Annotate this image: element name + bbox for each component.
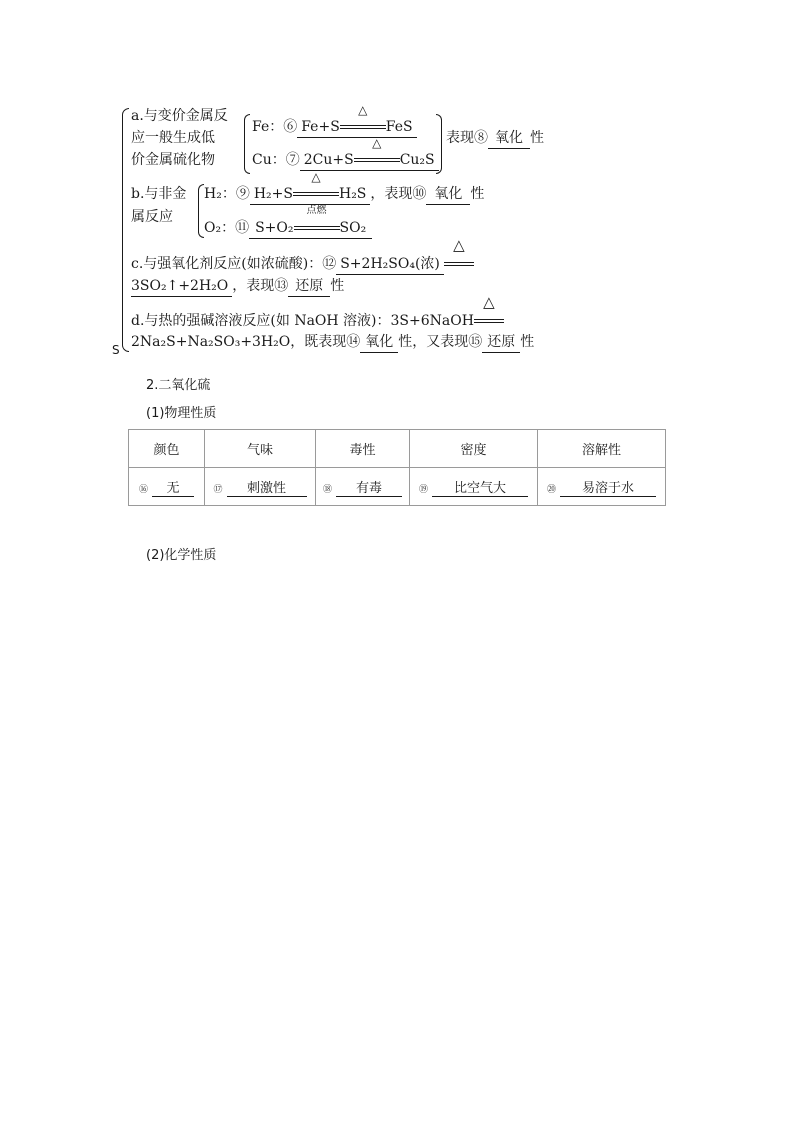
header-solubility: 溶解性	[538, 430, 666, 468]
c-behavior-suffix: 性	[330, 278, 345, 294]
cell-smell	[205, 468, 316, 506]
answer-density: 比空气大	[432, 477, 528, 497]
o2-arrow	[294, 205, 340, 238]
section2-sub2: (2)化学性质	[146, 548, 217, 563]
c-prefix: c.与强氧化剂反应(如浓硫酸)：⑫	[131, 256, 337, 272]
c-line1	[131, 236, 474, 275]
o2-answer	[249, 205, 372, 239]
d-cond: △	[483, 293, 495, 311]
h2-cond: △	[311, 170, 321, 184]
c-lhs: S+2H₂SO₄(浓)	[336, 254, 444, 275]
a-behavior	[446, 128, 544, 149]
d-arrow	[474, 293, 504, 331]
d-line2-text: 2Na₂S+Na₂SO₃+3H₂O，既表现⑭	[131, 334, 361, 350]
c-behavior-answer: 还原	[288, 276, 330, 297]
fe-prefix: Fe：⑥	[252, 119, 298, 135]
sulfur-symbol: S	[112, 343, 120, 357]
cu-answer	[300, 136, 439, 171]
a-behavior-suffix: 性	[530, 130, 544, 146]
physical-properties-table	[128, 429, 666, 506]
o2-prefix: O₂：⑪	[204, 220, 250, 236]
a-right-brace	[436, 114, 442, 174]
a-inner-brace	[244, 114, 250, 174]
a-behavior-answer: 氧化	[488, 128, 530, 149]
o2-cond: 点燃	[306, 205, 327, 216]
b-label-line1: b.与非金	[131, 186, 187, 202]
answer-color: 无	[152, 477, 194, 497]
answer-solubility: 易溶于水	[560, 477, 656, 497]
d-middle: 性，又表现⑮	[398, 334, 483, 350]
num-18: ⑱	[322, 484, 332, 495]
d-line1-text: d.与热的强碱溶液反应(如 NaOH 溶液)：3S+6NaOH	[131, 313, 474, 329]
cell-toxicity	[316, 468, 410, 506]
h2-prefix: H₂：⑨	[204, 186, 250, 202]
h2-lhs: H₂+S	[253, 186, 293, 202]
header-toxicity: 毒性	[316, 430, 410, 468]
cell-solubility	[538, 468, 666, 506]
d-line1	[131, 293, 504, 331]
c-line2	[131, 276, 344, 297]
o2-rhs: SO₂	[339, 220, 367, 236]
a-label-line1: a.与变价金属反	[131, 108, 228, 124]
h2-answer	[250, 170, 371, 205]
c-cond: △	[453, 236, 465, 254]
b-label-line2: 属反应	[131, 209, 173, 225]
cu-arrow	[354, 136, 400, 170]
d-answer2: 还原	[482, 332, 520, 353]
h2-rhs: H₂S	[338, 186, 367, 202]
table-header-row	[129, 430, 666, 468]
c-behavior-prefix: ，表现⑬	[232, 278, 289, 294]
cu-prefix: Cu：⑦	[252, 152, 300, 168]
cell-color	[129, 468, 205, 506]
cu-cond: △	[372, 136, 382, 150]
answer-smell: 刺激性	[227, 477, 307, 497]
fe-answer	[297, 103, 416, 138]
fe-equation	[252, 103, 417, 138]
a-behavior-prefix: 表现⑧	[446, 130, 488, 146]
cu-rhs: Cu₂S	[399, 152, 435, 168]
num-20: ⑳	[546, 484, 556, 495]
section2-sub1: (1)物理性质	[146, 406, 217, 421]
header-smell: 气味	[205, 430, 316, 468]
num-17: ⑰	[213, 484, 223, 495]
h2-behavior-answer: 氧化	[426, 184, 470, 205]
cu-lhs: 2Cu+S	[303, 152, 354, 168]
header-density: 密度	[410, 430, 538, 468]
cell-density	[410, 468, 538, 506]
d-line2	[131, 332, 534, 353]
fe-rhs: FeS	[385, 119, 413, 135]
c-rhs: 3SO₂↑+2H₂O	[131, 276, 232, 297]
section2-heading: 2.二氧化硫	[146, 378, 211, 393]
a-label-line3: 价金属硫化物	[131, 152, 215, 168]
fe-cond: △	[358, 103, 368, 117]
d-answer1: 氧化	[360, 332, 398, 353]
h2-behavior-suffix: 性	[470, 186, 485, 202]
cu-equation	[252, 136, 439, 171]
fe-lhs: Fe+S	[301, 119, 340, 135]
h2-behavior-prefix: ，表现⑩	[370, 186, 427, 202]
d-suffix: 性	[520, 334, 535, 350]
table-row	[129, 468, 666, 506]
num-19: ⑲	[418, 484, 428, 495]
h2-arrow	[293, 170, 339, 204]
outer-brace	[122, 108, 129, 352]
a-label-line2: 应一般生成低	[131, 130, 215, 146]
c-arrow	[444, 236, 474, 274]
h2-equation	[204, 170, 485, 205]
o2-lhs: S+O₂	[255, 220, 294, 236]
num-16: ⑯	[138, 484, 148, 495]
answer-toxicity: 有毒	[336, 477, 402, 497]
header-color: 颜色	[129, 430, 205, 468]
fe-arrow	[340, 103, 386, 137]
o2-equation	[204, 205, 372, 239]
